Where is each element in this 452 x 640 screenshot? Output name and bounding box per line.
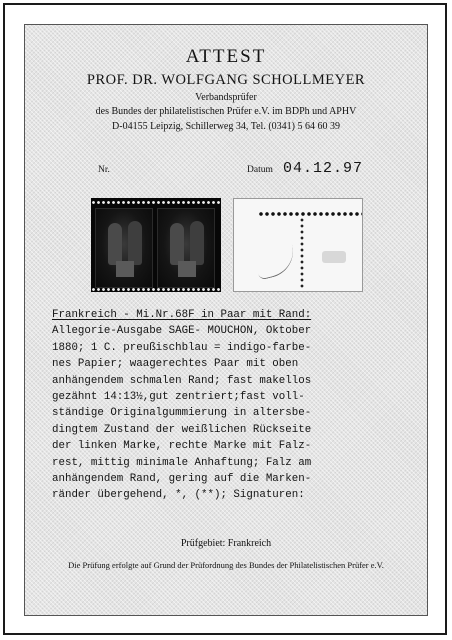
value-tablet — [116, 261, 134, 277]
description-line: ränder übergehend, *, (**); Signaturen: — [52, 489, 305, 502]
description-line: 1880; 1 C. preußischblau = indigo-farbe- — [52, 341, 312, 354]
description-line: dingtem Zustand der weißlichen Rückseite — [52, 423, 312, 436]
description-line: Frankreich - Mi.Nr.68F in Paar mit Rand: — [52, 309, 312, 321]
value-tablet — [178, 261, 196, 277]
expert-role: Verbandsprüfer — [195, 92, 257, 103]
description-text — [52, 307, 392, 504]
description-line: nes Papier; waagerechtes Paar mit oben — [52, 358, 299, 371]
description-line: anhängendem schmalen Rand; fast makellos — [52, 374, 312, 387]
footer-note: Die Prüfung erfolgte auf Grund der Prüfordnung des Bundes der Philatelistischen Prüfer e.V. — [68, 560, 384, 570]
stamp-pair-front-photo — [91, 198, 221, 292]
nr-label: Nr. — [98, 165, 110, 175]
perforation-top — [91, 200, 221, 205]
description-line: anhängendem Rand, gering auf die Marken- — [52, 473, 312, 486]
hinge-remnant — [322, 251, 346, 263]
stamp-left — [95, 208, 153, 288]
perforation-bottom — [91, 287, 221, 292]
description-line: Allegorie-Ausgabe SAGE- MOUCHON, Oktober — [52, 325, 312, 338]
certificate-title: ATTEST — [185, 46, 267, 67]
allegory-figure-right — [128, 221, 142, 265]
allegory-figure-right — [190, 221, 204, 265]
datum-value: 04.12.97 — [283, 160, 364, 177]
association-line: des Bundes der philatelistischen Prüfer e.V. im BDPh und APHV — [95, 106, 357, 117]
allegory-figure-left — [108, 223, 122, 265]
perforation-column — [300, 217, 304, 289]
description-line: der linken Marke, rechte Marke mit Falz- — [52, 440, 312, 453]
stamp-pair-back-photo — [233, 198, 363, 292]
allegory-figure-left — [170, 223, 184, 265]
handwritten-signature — [253, 245, 298, 281]
pruefgebiet-line: Prüfgebiet: Frankreich — [180, 538, 272, 549]
perforation-row — [258, 211, 362, 217]
expert-name: PROF. DR. WOLFGANG SCHOLLMEYER — [86, 72, 366, 88]
description-line: gezähnt 14:13½,gut zentriert;fast voll- — [52, 391, 305, 404]
description-line: ständige Originalgummierung in altersbe- — [52, 407, 312, 420]
stamp-right — [157, 208, 215, 288]
address-line: D-04155 Leipzig, Schillerweg 34, Tel. (0341) 5 64 60 39 — [112, 121, 340, 132]
description-line: rest, mittig minimale Anhaftung; Falz am — [52, 456, 312, 469]
datum-label: Datum — [247, 165, 273, 175]
